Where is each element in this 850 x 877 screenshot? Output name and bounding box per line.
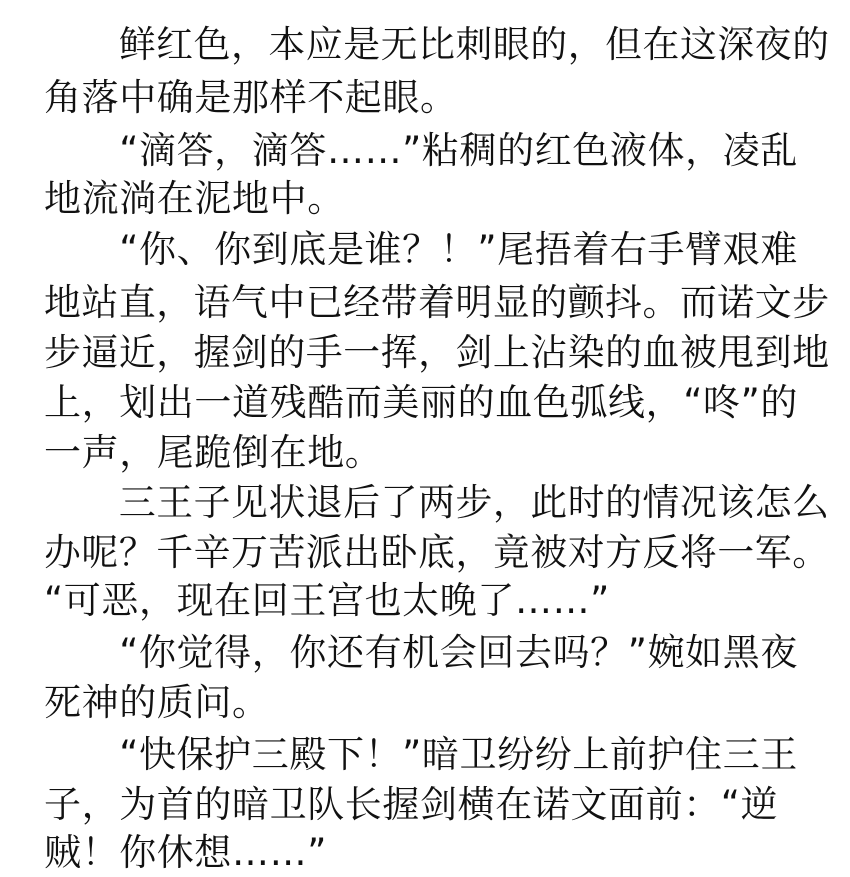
text-line: 地流淌在泥地中。 xyxy=(44,177,345,220)
text-line: 办呢？千辛万苦派出卧底，竟被对方反将一军。 xyxy=(44,531,830,574)
text-line: “滴答，滴答……”粘稠的红色液体，凌乱 xyxy=(44,129,798,172)
text-line: “你觉得，你还有机会回去吗？”婉如黑夜 xyxy=(44,631,798,674)
text-line: “可恶，现在回王宫也太晚了……” xyxy=(44,579,610,622)
text-line: 上，划出一道残酷而美丽的血色弧线，“咚”的 xyxy=(44,381,798,424)
text-line: 贼！你休想……” xyxy=(44,831,327,874)
text-line: 步逼近，握剑的手一挥，剑上沾染的血被甩到地 xyxy=(44,331,830,374)
text-line: “快保护三殿下！”暗卫纷纷上前护住三王 xyxy=(44,733,798,776)
text-line: 一声，尾跪倒在地。 xyxy=(44,431,383,474)
text-line: 角落中确是那样不起眼。 xyxy=(44,76,458,119)
text-line: 地站直，语气中已经带着明显的颤抖。而诺文步 xyxy=(44,281,830,324)
text-line: 死神的质问。 xyxy=(44,681,270,724)
text-line: 子，为首的暗卫队长握剑横在诺文面前：“逆 xyxy=(44,783,779,826)
text-line: 三王子见状退后了两步，此时的情况该怎么 xyxy=(44,481,830,524)
text-line: 鲜红色，本应是无比刺眼的，但在这深夜的 xyxy=(44,23,830,66)
text-line: “你、你到底是谁？！”尾捂着右手臂艰难 xyxy=(44,228,798,271)
